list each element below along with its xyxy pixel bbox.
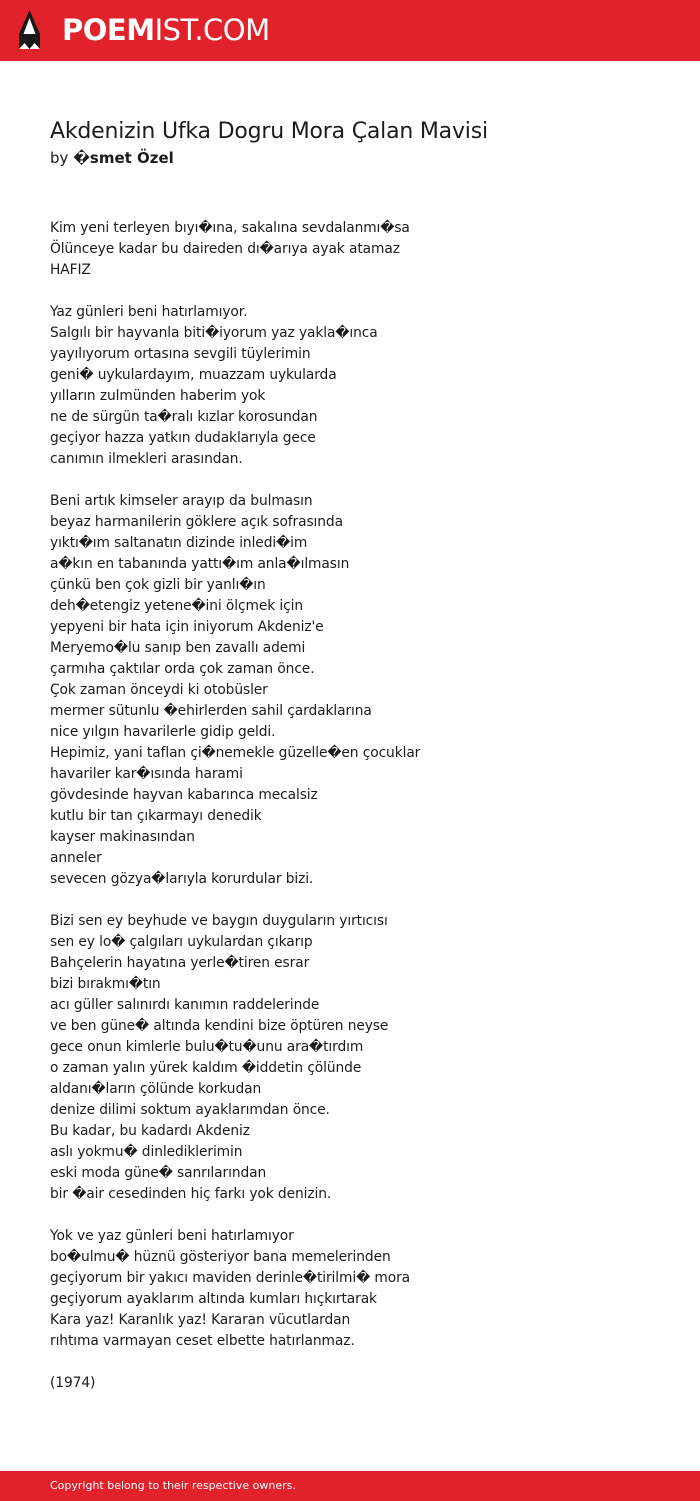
poem-line: gövdesinde hayvan kabarınca mecalsiz (50, 787, 318, 803)
site-logo[interactable] (62, 11, 270, 49)
poem-line: Çok zaman önceydi ki otobüsler (50, 682, 268, 698)
poem-line: deh�etengiz yetene�ini ölçmek için (50, 598, 303, 614)
poem-line: geni� uykulardayım, muazzam uykularda (50, 367, 337, 383)
poem-line: havariler kar�ısında harami (50, 766, 243, 782)
poem-line: denize dilimi soktum ayaklarımdan önce. (50, 1102, 330, 1118)
site-header (0, 0, 700, 61)
poem-line: Bahçelerin hayatına yerle�tiren esrar (50, 955, 310, 971)
poem-line: aslı yokmu� dinlediklerimin (50, 1144, 243, 1160)
poem-line: ne de sürgün ta�ralı kızlar korosundan (50, 409, 318, 425)
brand-name-bold: POEM (62, 13, 155, 47)
poem-stanza (50, 218, 650, 281)
poem-line: mermer sütunlu �ehirlerden sahil çardaklarına (50, 703, 372, 719)
poem-stanza (50, 1373, 650, 1394)
poem-stanza (50, 1226, 650, 1352)
site-footer (0, 1471, 700, 1501)
poem-stanza (50, 911, 650, 1205)
poem-line: canımın ilmekleri arasından. (50, 451, 243, 467)
poem-line: (1974) (50, 1375, 96, 1391)
poem-byline (50, 148, 174, 168)
poem-line: bizi bırakmı�tın (50, 976, 161, 992)
poem-line: anneler (50, 850, 102, 866)
poem-line: Meryemo�lu sanıp ben zavallı ademi (50, 640, 306, 656)
poem-line: bo�ulmu� hüznü gösteriyor bana memelerinden (50, 1249, 391, 1265)
brand-name-light: IST.COM (154, 13, 270, 47)
poem-line: Kara yaz! Karanlık yaz! Kararan vücutlardan (50, 1312, 351, 1328)
poem-line: Ölünceye kadar bu daireden dı�arıya ayak atamaz (50, 241, 400, 257)
poem-line: Yaz günleri beni hatırlamıyor. (50, 304, 248, 320)
poem-line: bir �air cesedinden hiç farkı yok denizin. (50, 1186, 332, 1202)
pen-nib-icon[interactable] (16, 9, 43, 52)
poem-line: HAFIZ (50, 262, 91, 278)
poem-line: kayser makinasından (50, 829, 195, 845)
poem-line: rıhtıma varmayan ceset elbette hatırlanmaz. (50, 1333, 355, 1349)
poem-line: a�kın en tabanında yattı�ım anla�ılmasın (50, 556, 350, 572)
poem-line: aldanı�ların çölünde korkudan (50, 1081, 262, 1097)
poem-line: geçiyorum bir yakıcı maviden derinle�tirilmi� mora (50, 1270, 411, 1286)
poem-line: yılların zulmünden haberim yok (50, 388, 266, 404)
poem-line: Hepimiz, yani taflan çi�nemekle güzelle�en çocuklar (50, 745, 421, 761)
copyright-text: Copyright belong to their respective owners. (50, 1479, 296, 1492)
poem-line: o zaman yalın yürek kaldım �iddetin çölünde (50, 1060, 362, 1076)
poem-line: yepyeni bir hata için iniyorum Akdeniz'e (50, 619, 324, 635)
poem-line: nice yılgın havarilerle gidip geldi. (50, 724, 276, 740)
poem-line: Yok ve yaz günleri beni hatırlamıyor (50, 1228, 294, 1244)
poem-line: gece onun kimlerle bulu�tu�unu ara�tırdım (50, 1039, 364, 1055)
poem-line: acı güller salınırdı kanımın raddelerinde (50, 997, 320, 1013)
poem-line: ve ben güne� altında kendini bize öptüren neyse (50, 1018, 389, 1034)
poem-line: eski moda güne� sanrılarından (50, 1165, 267, 1181)
poem-line: sen ey lo� çalgıları uykulardan çıkarıp (50, 934, 313, 950)
poem-line: yayılıyorum ortasına sevgili tüylerimin (50, 346, 311, 362)
by-label: by (50, 149, 69, 167)
poem-line: Bizi sen ey beyhude ve baygın duyguların yırtıcısı (50, 913, 388, 929)
poem-stanza (50, 302, 650, 470)
poem-line: geçiyorum ayaklarım altında kumları hıçkırtarak (50, 1291, 377, 1307)
poem-line: Beni artık kimseler arayıp da bulmasın (50, 493, 313, 509)
poem-line: kutlu bir tan çıkarmayı denedik (50, 808, 262, 824)
poem-title: Akdenizin Ufka Dogru Mora Çalan Mavisi (50, 119, 488, 144)
poem-line: yıktı�ım saltanatın dizinde inledi�im (50, 535, 308, 551)
poem-stanza (50, 491, 650, 890)
poem-line: çarmıha çaktılar orda çok zaman önce. (50, 661, 315, 677)
poem-line: Salgılı bir hayvanla biti�iyorum yaz yakla�ınca (50, 325, 378, 341)
poem-line: geçiyor hazza yatkın dudaklarıyla gece (50, 430, 316, 446)
poem-line: sevecen gözya�larıyla korurdular bizi. (50, 871, 314, 887)
poem-line: çünkü ben çok gizli bir yanlı�ın (50, 577, 266, 593)
poem-line: Bu kadar, bu kadardı Akdeniz (50, 1123, 250, 1139)
poem-body (50, 218, 650, 1415)
poem-line: beyaz harmanilerin göklere açık sofrasında (50, 514, 343, 530)
poem-author: �smet Özel (73, 149, 174, 167)
poem-line: Kim yeni terleyen bıyı�ına, sakalına sevdalanmı�sa (50, 220, 410, 236)
